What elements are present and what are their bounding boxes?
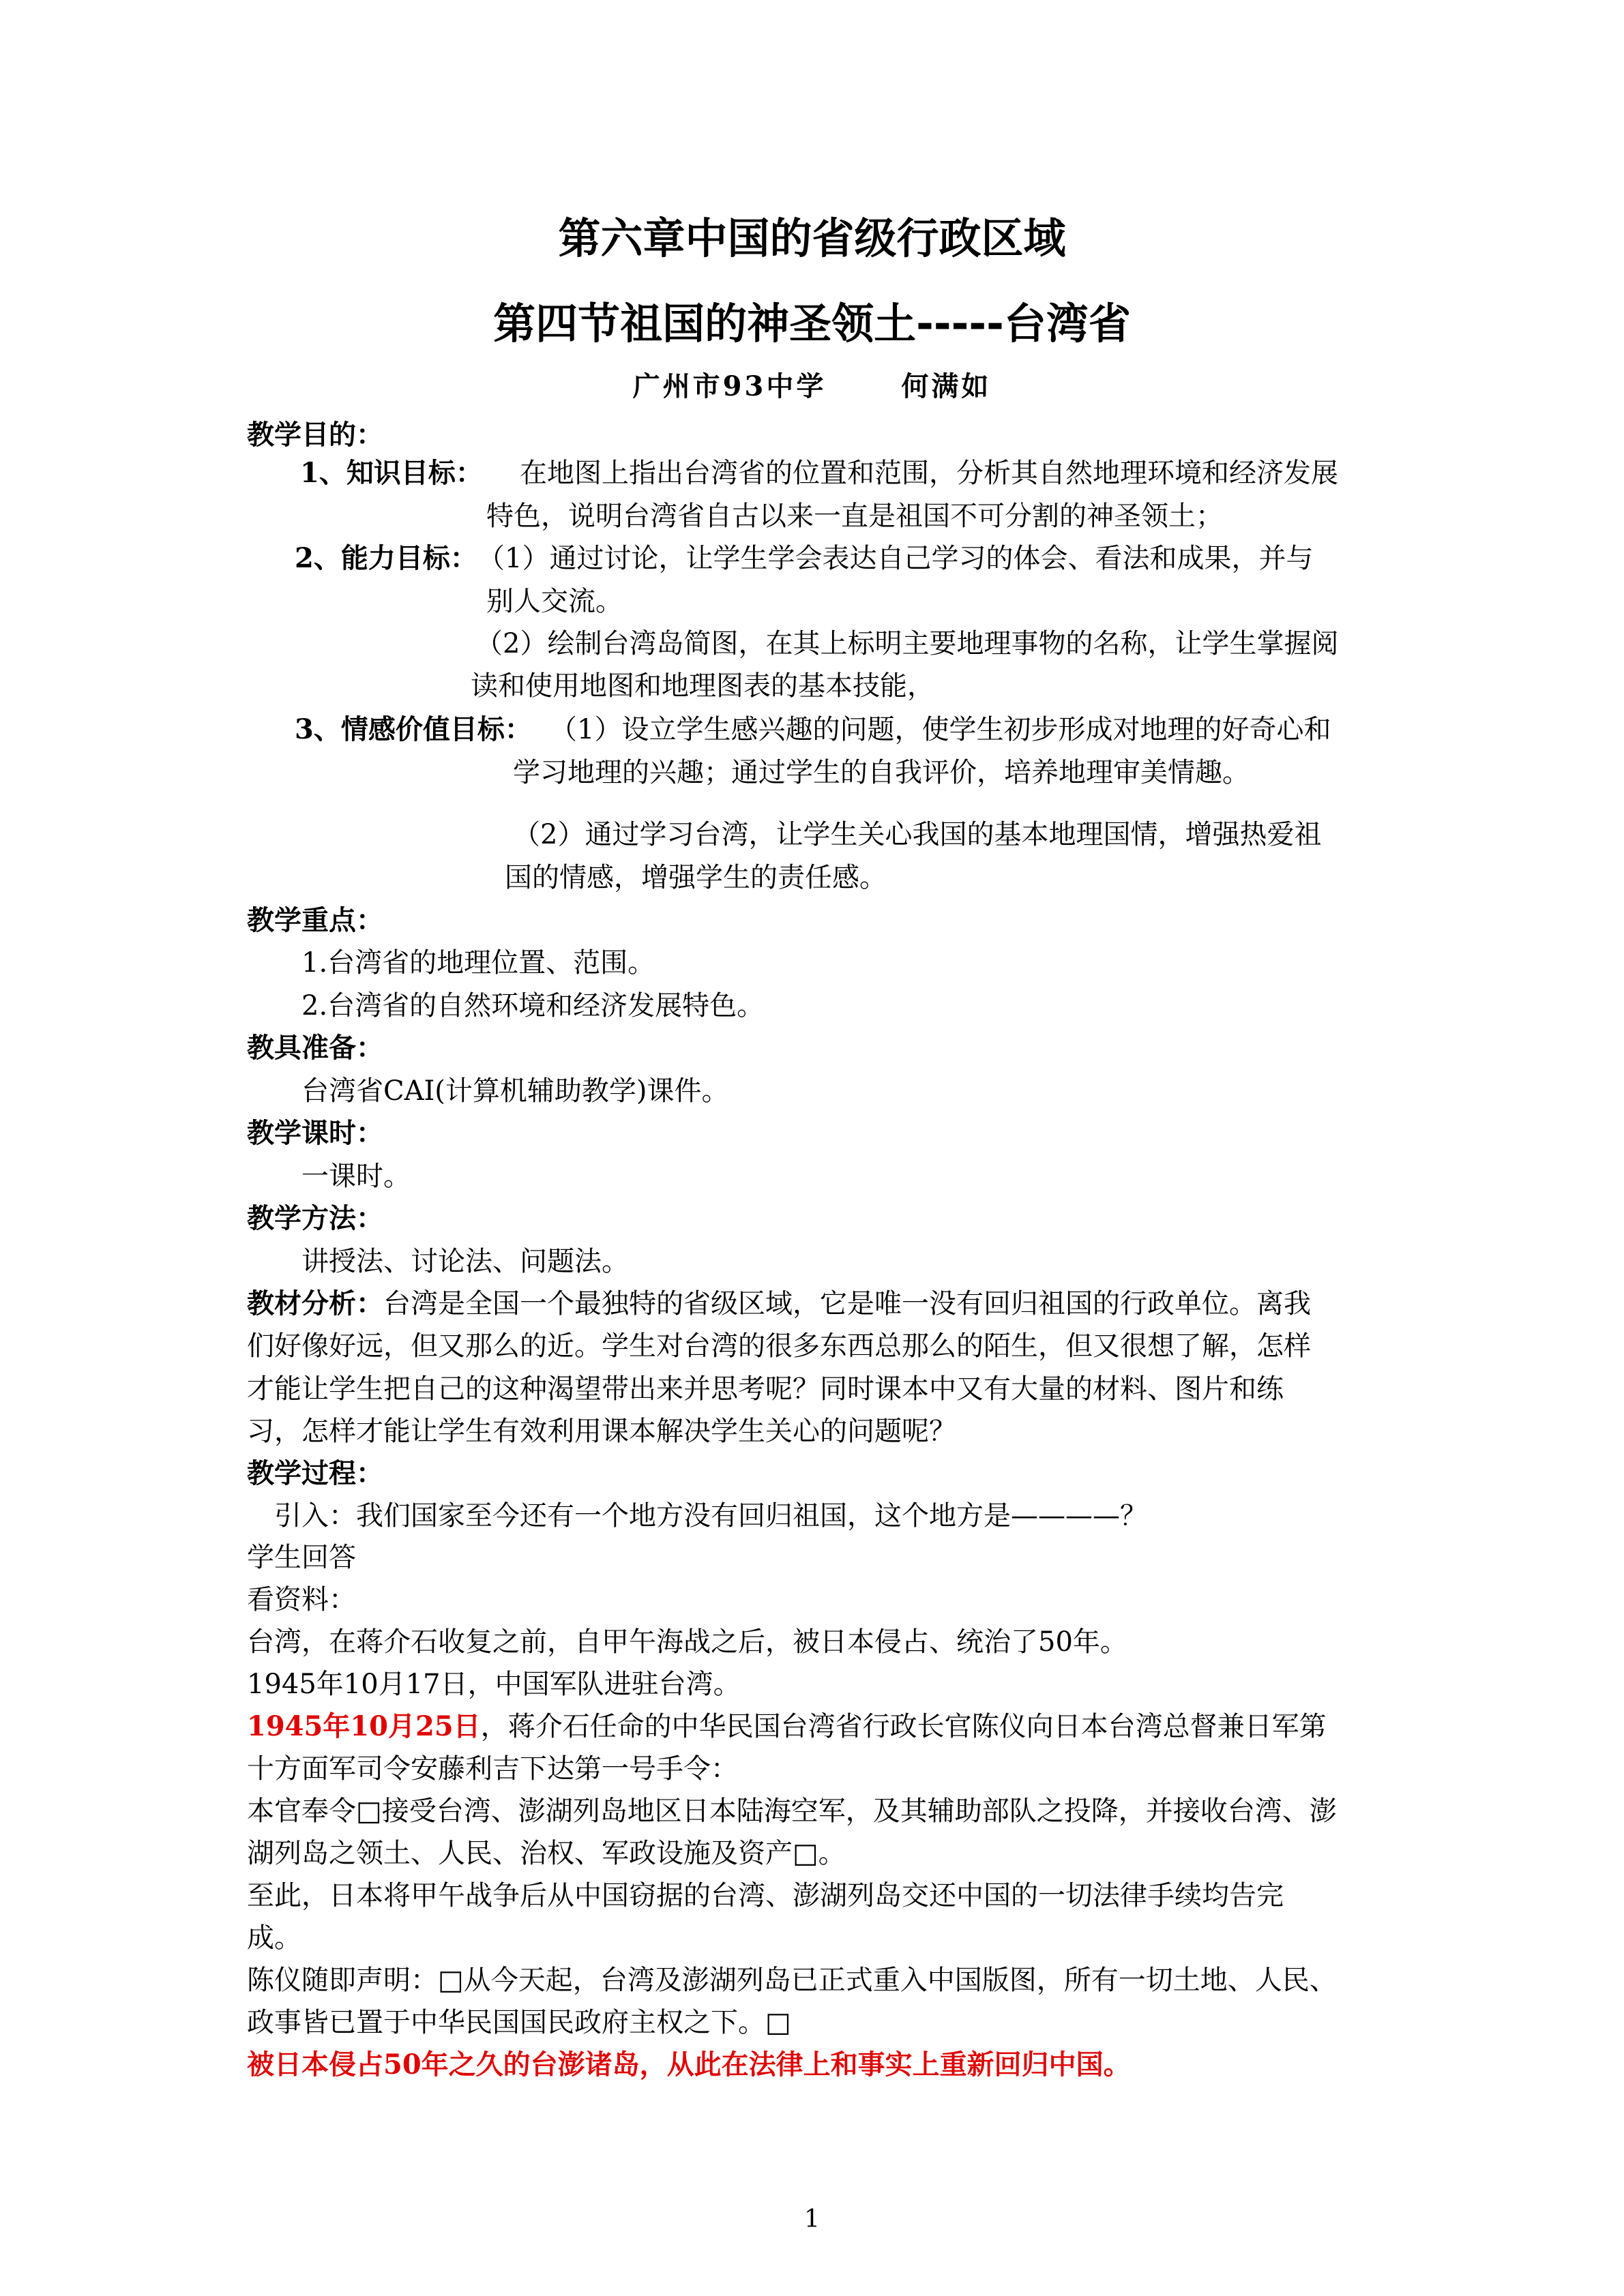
- emotion-line4: 国的情感，增强学生的责任感。: [505, 862, 887, 893]
- process-p3-line2: 十方面军司令安藤利吉下达第一号手令：: [247, 1753, 738, 1785]
- emotion-line3: （2）通过学习台湾，让学生关心我国的基本地理国情，增强热爱祖: [513, 819, 1322, 850]
- keypoint-1: 1.台湾省的地理位置、范围。: [301, 947, 655, 979]
- page-number: 1: [804, 2205, 820, 2233]
- analysis-line2: 们好像好远，但又那么的近。学生对台湾的很多东西总那么的陌生，但又很想了解，怎样: [247, 1330, 1311, 1362]
- chapter-title: 第六章中国的省级行政区域: [558, 213, 1066, 263]
- process-p3-rest: ，蒋介石任命的中华民国台湾省行政长官陈仪向日本台湾总督兼日军第: [480, 1711, 1327, 1742]
- knowledge-line2: 特色，说明台湾省自古以来一直是祖国不可分割的神圣领土；: [486, 501, 1223, 532]
- process-answer: 学生回答: [247, 1542, 356, 1573]
- emotion-line1: （1）设立学生感兴趣的问题，使学生初步形成对地理的好奇心和: [550, 714, 1331, 745]
- author-school: 广州市93中学: [632, 370, 827, 402]
- ability-line2: 别人交流。: [486, 586, 623, 617]
- section-title: 第四节祖国的神圣领土-----台湾省: [493, 299, 1131, 348]
- analysis-line4: 习，怎样才能让学生有效利用课本解决学生关心的问题呢？: [247, 1416, 956, 1447]
- keypoints-heading: 教学重点：: [247, 904, 383, 936]
- objectives-heading: 教学目的：: [247, 419, 383, 451]
- date-highlight: 1945年10月25日: [247, 1710, 481, 1742]
- process-p5-line1: 至此，日本将甲午战争后从中国窃据的台湾、澎湖列岛交还中国的一切法律手续均告完: [247, 1880, 1284, 1911]
- tools-text: 台湾省CAI(计算机辅助教学)课件。: [301, 1075, 729, 1107]
- methods-text: 讲授法、讨论法、问题法。: [301, 1246, 629, 1277]
- process-p4-line1: 本官奉令□接受台湾、澎湖列岛地区日本陆海空军，及其辅助部队之投降，并接收台湾、澎: [247, 1795, 1337, 1827]
- hours-text: 一课时。: [301, 1161, 411, 1192]
- emotion-label: 3、情感价值目标：: [295, 713, 532, 745]
- ability-line4: 读和使用地图和地理图表的基本技能，: [471, 670, 934, 702]
- analysis-line1: [247, 1283, 1311, 1324]
- author-line: [0, 366, 1624, 407]
- ability-line3: （2）绘制台湾岛简图，在其上标明主要地理事物的名称，让学生掌握阅: [475, 628, 1339, 659]
- ability-line1: （1）通过讨论，让学生学会表达自己学习的体会、看法和成果，并与: [477, 543, 1314, 574]
- methods-heading: 教学方法：: [247, 1202, 383, 1234]
- author-name: 何满如: [901, 370, 992, 402]
- knowledge-label: 1、知识目标：: [300, 457, 483, 489]
- process-p6-line2: 政事皆已置于中华民国国民政府主权之下。□: [247, 2007, 791, 2038]
- knowledge-line1: 在地图上指出台湾省的位置和范围，分析其自然地理环境和经济发展: [520, 458, 1338, 489]
- conclusion-highlight: 被日本侵占50年之久的台澎诸岛，从此在法律上和事实上重新回归中国。: [247, 2048, 1131, 2081]
- tools-heading: 教具准备：: [247, 1032, 383, 1064]
- ability-label: 2、能力目标：: [295, 542, 477, 574]
- keypoint-2: 2.台湾省的自然环境和经济发展特色。: [301, 990, 765, 1022]
- process-p3-line1: [247, 1706, 1327, 1747]
- analysis-text1: 台湾是全国一个最独特的省级区域，它是唯一没有回归祖国的行政单位。离我: [383, 1288, 1311, 1320]
- process-p4-line2: 湖列岛之领土、人民、治权、军政设施及资产□。: [247, 1838, 846, 1869]
- process-intro: 引入：我们国家至今还有一个地方没有回归祖国，这个地方是————？: [274, 1500, 1147, 1532]
- emotion-line2: 学习地理的兴趣；通过学生的自我评价，培养地理审美情趣。: [513, 757, 1250, 788]
- analysis-heading: 教材分析：: [247, 1287, 383, 1320]
- hours-heading: 教学课时：: [247, 1117, 383, 1149]
- process-p2: 1945年10月17日，中国军队进驻台湾。: [247, 1669, 741, 1700]
- analysis-line3: 才能让学生把自己的这种渴望带出来并思考呢？同时课本中又有大量的材料、图片和练: [247, 1373, 1284, 1405]
- process-p5-line2: 成。: [247, 1922, 301, 1954]
- process-p1: 台湾，在蒋介石收复之前，自甲午海战之后，被日本侵占、统治了50年。: [247, 1626, 1127, 1658]
- process-heading: 教学过程：: [247, 1457, 383, 1489]
- process-material: 看资料：: [247, 1584, 356, 1615]
- process-p6-line1: 陈仪随即声明：□从今天起，台湾及澎湖列岛已正式重入中国版图，所有一切土地、人民、: [247, 1965, 1337, 1996]
